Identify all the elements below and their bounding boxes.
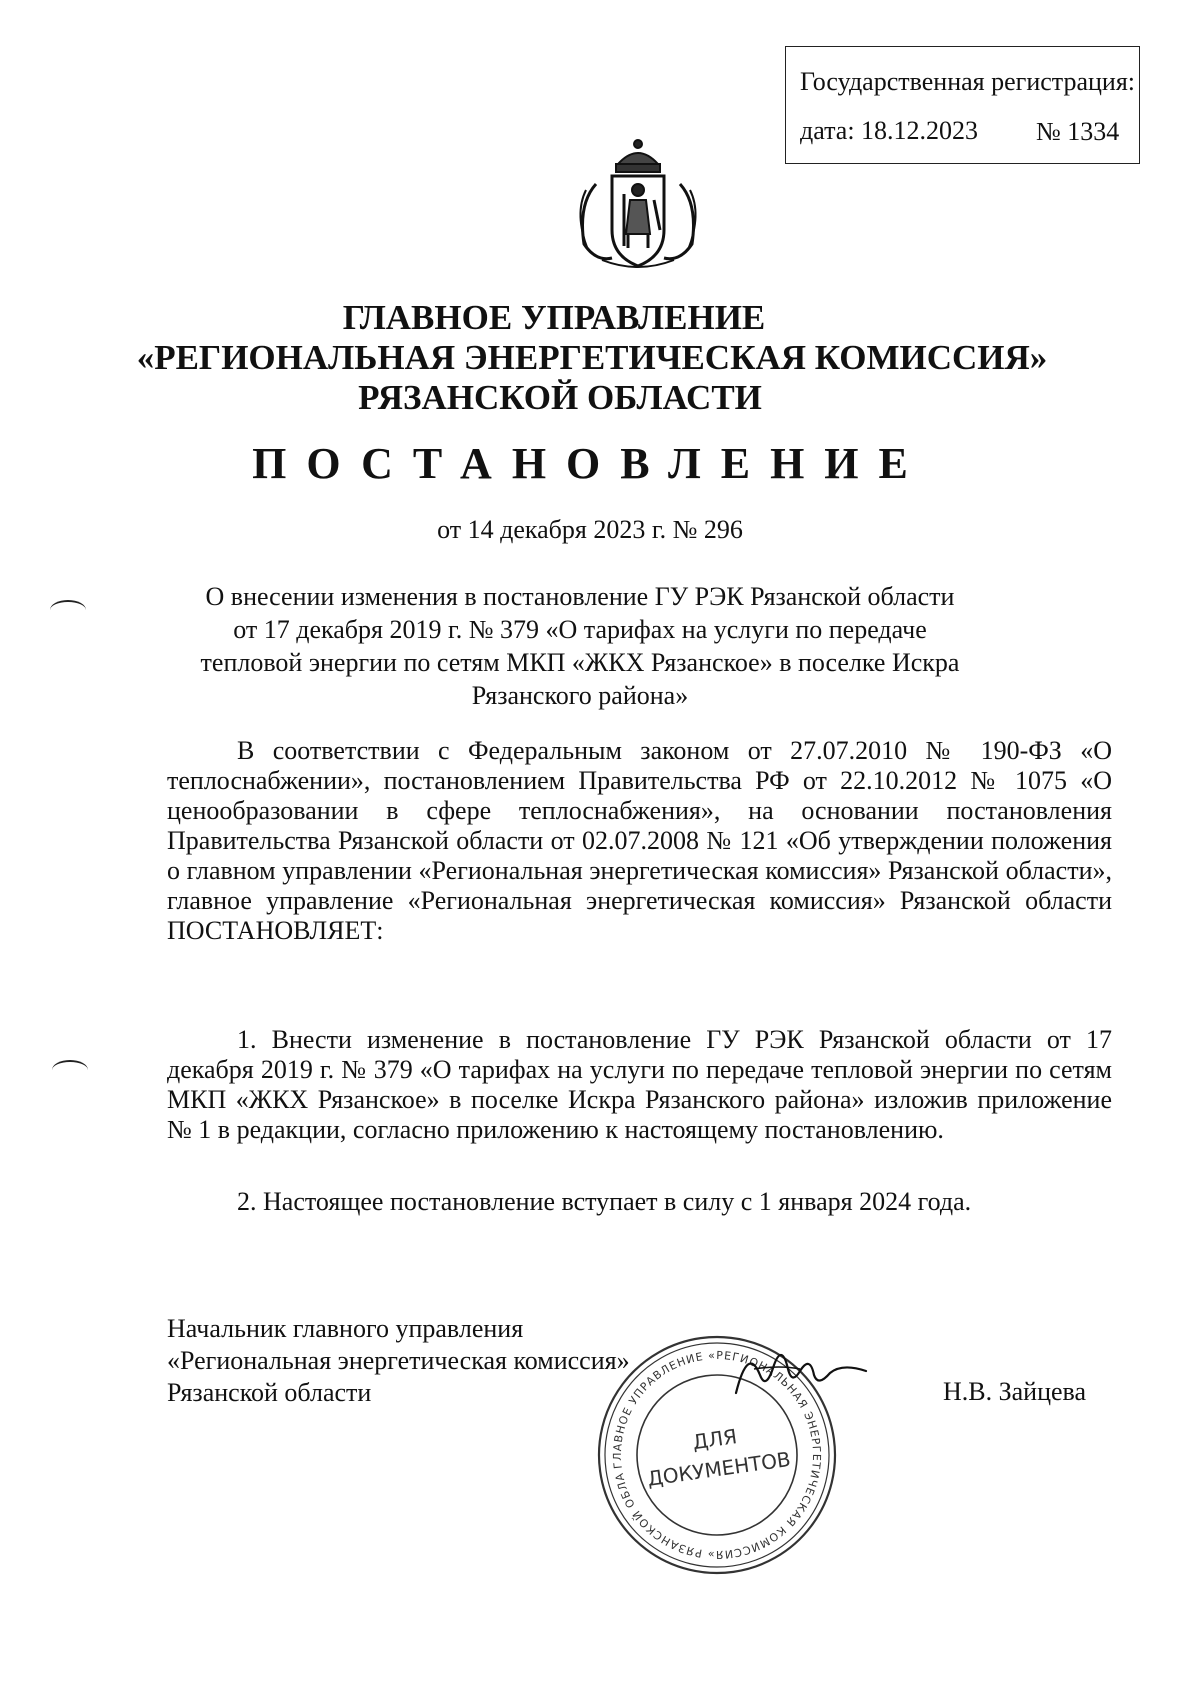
signatory-position-line-1: Начальник главного управления (167, 1314, 524, 1343)
clause-2-paragraph: 2. Настоящее постановление вступает в силу с 1 января 2024 года. (237, 1187, 972, 1216)
document-subject: О внесении изменения в постановление ГУ РЭК Рязанской области от 17 декабря 2019 г. № 379 «О тарифах на услуги по передаче тепловой энергии по сетям МКП «ЖКХ Рязанское» в поселке Искра Рязанского района» (200, 582, 960, 710)
seal-ring-text: ГЛАВНОЕ УПРАВЛЕНИЕ «РЕГИОНАЛЬНАЯ ЭНЕРГЕТИЧЕСКАЯ КОМИССИЯ» РЯЗАНСКОЙ ОБЛАСТИ (610, 1348, 824, 1562)
registration-box (785, 46, 1140, 164)
punch-hole-mark (50, 600, 86, 620)
handwritten-signature (730, 1335, 870, 1405)
registration-title: Государственная регистрация: (800, 67, 1136, 96)
agency-name-line-2: «РЕГИОНАЛЬНАЯ ЭНЕРГЕТИЧЕСКАЯ КОМИССИЯ» (136, 338, 1048, 377)
registration-date: дата: 18.12.2023 (800, 116, 979, 145)
document-date-number: от 14 декабря 2023 г. № 296 (437, 515, 743, 544)
signatory-name: Н.В. Зайцева (943, 1377, 1087, 1406)
agency-name-line-3: РЯЗАНСКОЙ ОБЛАСТИ (358, 378, 762, 417)
signatory-position-line-2: «Региональная энергетическая комиссия» (167, 1346, 630, 1375)
document-type-title: ПОСТАНОВЛЕНИЕ (252, 439, 928, 488)
agency-name-line-1: ГЛАВНОЕ УПРАВЛЕНИЕ (342, 298, 766, 337)
signatory-position-line-3: Рязанской области (167, 1378, 372, 1407)
signatory-position (167, 1313, 630, 1409)
seal-center-line-2: ДОКУМЕНТОВ (645, 1446, 793, 1491)
punch-hole-mark (52, 1060, 88, 1080)
coat-of-arms-icon (566, 134, 710, 274)
registration-number: № 1334 (1036, 117, 1120, 146)
preamble-paragraph: В соответствии с Федеральным законом от 27.07.2010 № 190-ФЗ «О теплоснабжении», постановлением Правительства РФ от 22.10.2012 № 1075 «О ценообразовании в сфере теплоснабжения», на основании постановления Правительства Рязанской области от 02.07.2008 № 121 «Об утверждении положения о главном управлении «Региональная энергетическая комиссия» Рязанской области», главное управление «Региональная энергетическая комиссия» Рязанской области ПОСТАНОВЛЯЕТ: (167, 736, 1112, 945)
clause-1-paragraph: 1. Внести изменение в постановление ГУ РЭК Рязанской области от 17 декабря 2019 г. № 379 «О тарифах на услуги по передаче тепловой энергии по сетям МКП «ЖКХ Рязанское» в поселке Искра Рязанского района» изложив приложение № 1 в редакции, согласно приложению к настоящему постановлению. (167, 1025, 1112, 1144)
seal-center-line-1: ДЛЯ (691, 1424, 739, 1455)
